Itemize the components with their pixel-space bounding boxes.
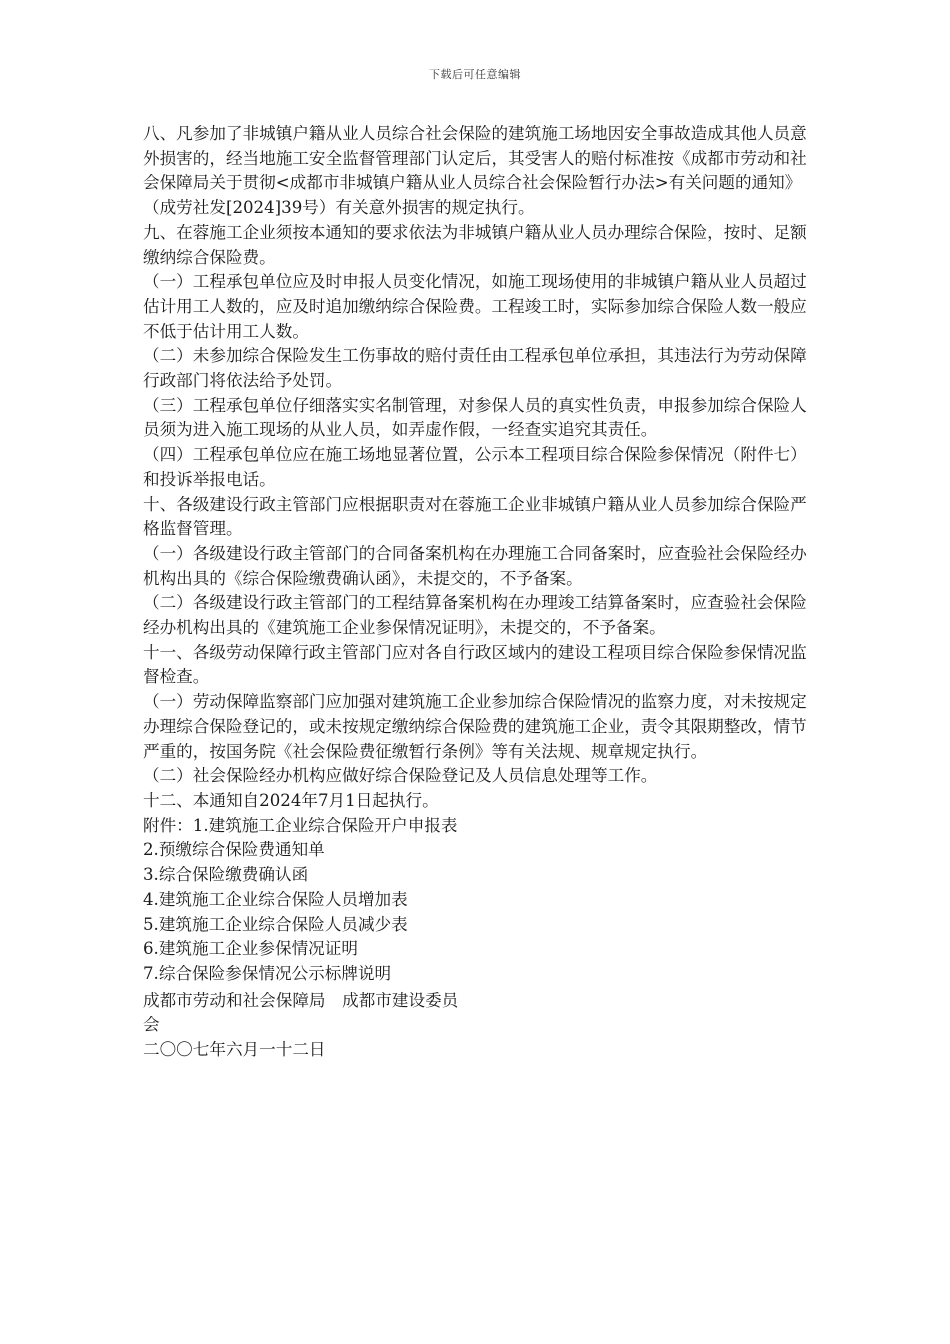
paragraph-article-10-item-1: （一）各级建设行政主管部门的合同备案机构在办理施工合同备案时，应查验社会保险经办机构出具的《综合保险缴费确认函》，未提交的，不予备案。 — [143, 543, 807, 588]
attachment-item: 2.预缴综合保险费通知单 — [143, 840, 325, 860]
attachment-list — [143, 814, 818, 839]
attachment-item: 5.建筑施工企业综合保险人员减少表 — [143, 914, 408, 934]
paragraph-article-11-item-1: （一）劳动保障监察部门应加强对建筑施工企业参加综合保险情况的监察力度，对未按规定办理综合保险登记的，或未按规定缴纳综合保险费的建筑施工企业，责令其限期整改，情节严重的，按国务院《社会保险费征缴暂行条例》等有关法规、规章规定执行。 — [143, 692, 807, 761]
attachment-item: 6.建筑施工企业参保情况证明 — [143, 939, 358, 959]
page-header-note: 下载后可任意编辑 — [429, 68, 521, 81]
attachment-item: 1.建筑施工企业综合保险开户申报表 — [192, 815, 458, 835]
paragraph-article-12: 十二、本通知自2024年7月1日起执行。 — [143, 790, 439, 810]
signature-issuers-continued: 会 — [143, 1015, 160, 1035]
paragraph-article-9-item-1: （一）工程承包单位应及时申报人员变化情况，如施工现场使用的非城镇户籍从业人员超过估计用工人数的，应及时追加缴纳综合保险费。工程竣工时，实际参加综合保险人数一般应不低于估计用工人数。 — [143, 272, 807, 341]
paragraph-article-8: 八、凡参加了非城镇户籍从业人员综合社会保险的建筑施工场地因安全事故造成其他人员意外损害的，经当地施工安全监督管理部门认定后，其受害人的赔付标准按《成都市劳动和社会保障局关于贯彻<成都市非城镇户籍从业人员综合社会保险暂行办法>有关问题的通知》（成劳社发[2024]39号）有关意外损害的规定执行。 — [143, 124, 807, 218]
paragraph-article-9: 九、在蓉施工企业须按本通知的要求依法为非城镇户籍从业人员办理综合保险，按时、足额缴纳综合保险费。 — [143, 222, 807, 267]
document-body — [143, 122, 818, 1063]
paragraph-article-9-item-2: （二）未参加综合保险发生工伤事故的赔付责任由工程承包单位承担，其违法行为劳动保障行政部门将依法给予处罚。 — [143, 346, 807, 391]
signature-issuers: 成都市劳动和社会保障局 成都市建设委员 — [143, 990, 459, 1010]
paragraph-article-10-item-2: （二）各级建设行政主管部门的工程结算备案机构在办理竣工结算备案时，应查验社会保险经办机构出具的《建筑施工企业参保情况证明》，未提交的，不予备案。 — [143, 593, 807, 638]
paragraph-article-10: 十、各级建设行政主管部门应根据职责对在蓉施工企业非城镇户籍从业人员参加综合保险严格监督管理。 — [143, 494, 807, 539]
attachment-item: 4.建筑施工企业综合保险人员增加表 — [143, 889, 408, 909]
paragraph-article-9-item-3: （三）工程承包单位仔细落实实名制管理，对参保人员的真实性负责，申报参加综合保险人员须为进入施工现场的从业人员，如弄虚作假，一经查实追究其责任。 — [143, 395, 807, 440]
paragraph-article-11-item-2: （二）社会保险经办机构应做好综合保险登记及人员信息处理等工作。 — [143, 766, 658, 786]
signature-date: 二〇〇七年六月一十二日 — [143, 1040, 326, 1060]
attachment-item: 7.综合保险参保情况公示标牌说明 — [143, 963, 392, 983]
paragraph-article-11: 十一、各级劳动保障行政主管部门应对各自行政区域内的建设工程项目综合保险参保情况监督检查。 — [143, 642, 807, 687]
attachment-label: 附件： — [143, 815, 193, 835]
paragraph-article-9-item-4: （四）工程承包单位应在施工场地显著位置，公示本工程项目综合保险参保情况（附件七）和投诉举报电话。 — [143, 445, 807, 489]
attachment-item: 3.综合保险缴费确认函 — [143, 865, 309, 885]
